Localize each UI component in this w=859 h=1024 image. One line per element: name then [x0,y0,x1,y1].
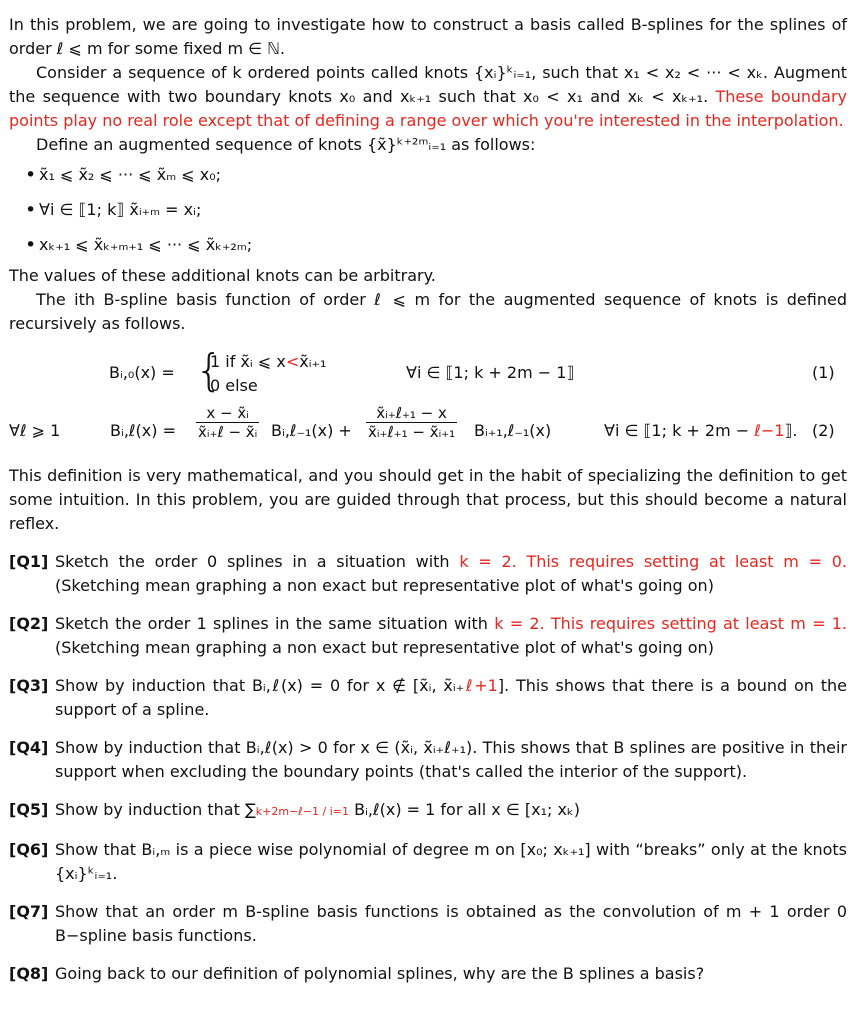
eq2-fraction-1: x − x̃ᵢ x̃ᵢ₊ℓ − x̃ᵢ [198,404,258,441]
list-item: • ∀i ∈ ⟦1; k⟧ x̃ᵢ₊ₘ = xᵢ; [39,198,847,233]
eq2-number: (2) [812,421,835,440]
equation-2 [9,406,847,458]
intro-paragraph-3: Define an augmented sequence of knots {x̃}ᵏ⁺²ᵐᵢ₌₁ as follows: [36,135,536,154]
eq2-middle-1: Bᵢ,ℓ₋₁(x) + [271,421,352,440]
eq1-case-1: 1 if x̃ᵢ ⩽ x<x̃ᵢ₊₁ [210,352,327,371]
eq2-fraction-2: x̃ᵢ₊ℓ₊₁ − x x̃ᵢ₊ℓ₊₁ − x̃ᵢ₊₁ [368,404,456,441]
augmented-knot-list [9,163,847,268]
definition-paragraph: The ith B-spline basis function of order ℓ ⩽ m for the augmented sequence of knots is defined recursively as follows. [9,290,847,333]
eq2-lhs: Bᵢ,ℓ(x) = [110,421,176,440]
intro-paragraph-2: Consider a sequence of k ordered points called knots {xᵢ}ᵏᵢ₌₁, such that x₁ < x₂ < ··· < xₖ. Augment the sequence with two boundary knots x₀ and xₖ₊₁ such that x₀ < x₁ and xₖ < xₖ₊₁. These boundary points play no real role except that of defining a range over which you're interested in the interpolation. [9,63,847,130]
arbitrary-note: The values of these additional knots can be arbitrary. [9,266,436,285]
question-3: [Q3] Show by induction that Bᵢ,ℓ(x) = 0 for x ∉ [x̃ᵢ, x̃ᵢ₊ℓ+1]. This shows that there is a bound on the support of a spline. [9,676,848,719]
question-6: [Q6] Show that Bᵢ,ₘ is a piece wise polynomial of degree m on [x₀; xₖ₊₁] with “breaks” only at the knots {xᵢ}ᵏᵢ₌₁. [9,840,847,883]
question-2: [Q2] Sketch the order 1 splines in the same situation with k = 2. This requires setting at least m = 1. (Sketching mean graphing a non exact but representative plot of what's going on) [9,614,848,657]
eq1-brace: { [195,345,223,396]
eq1-case-2: 0 else [210,376,258,395]
boundary-note: These boundary points play no real role except that of defining a range over which you're interested in the interpolation. [9,87,847,130]
equation-1 [9,345,847,400]
eq1-range: ∀i ∈ ⟦1; k + 2m − 1⟧ [406,363,575,382]
intuition-paragraph: This definition is very mathematical, and you should get in the habit of specializing the definition to get some intuition. In this problem, you are guided through that process, but this should become a natural reflex. [9,466,847,533]
eq2-middle-2: Bᵢ₊₁,ℓ₋₁(x) [474,421,552,440]
eq1-lhs: Bᵢ,₀(x) = [109,363,175,382]
question-8: [Q8] Going back to our definition of polynomial splines, why are the B splines a basis? [9,964,705,983]
question-1: [Q1] Sketch the order 0 splines in a situation with k = 2. This requires setting at least m = 0. (Sketching mean graphing a non exact but representative plot of what's going on) [9,552,848,595]
eq2-quantifier: ∀ℓ ⩾ 1 [9,421,61,440]
list-item: • x̃₁ ⩽ x̃₂ ⩽ ··· ⩽ x̃ₘ ⩽ x₀; [39,163,847,198]
eq2-range: ∀i ∈ ⟦1; k + 2m − ℓ−1⟧. [604,421,798,440]
eq1-number: (1) [812,363,835,382]
question-7: [Q7] Show that an order m B-spline basis functions is obtained as the convolution of m + 1 order 0 B−spline basis functions. [9,902,847,945]
intro-paragraph-1: In this problem, we are going to investigate how to construct a basis called B-splines for the splines of order ℓ ⩽ m for some fixed m ∈ ℕ. [9,15,847,58]
list-item: • xₖ₊₁ ⩽ x̃ₖ₊ₘ₊₁ ⩽ ··· ⩽ x̃ₖ₊₂ₘ; [39,233,847,268]
question-4: [Q4] Show by induction that Bᵢ,ℓ(x) > 0 for x ∈ (x̃ᵢ, x̃ᵢ₊ℓ₊₁). This shows that B splines are positive in their support when excluding the boundary points (that's called the interior of the support). [9,738,847,781]
question-5: [Q5] Show by induction that ∑k+2m−ℓ−1 / i=1 Bᵢ,ℓ(x) = 1 for all x ∈ [x₁; xₖ) [9,800,580,819]
